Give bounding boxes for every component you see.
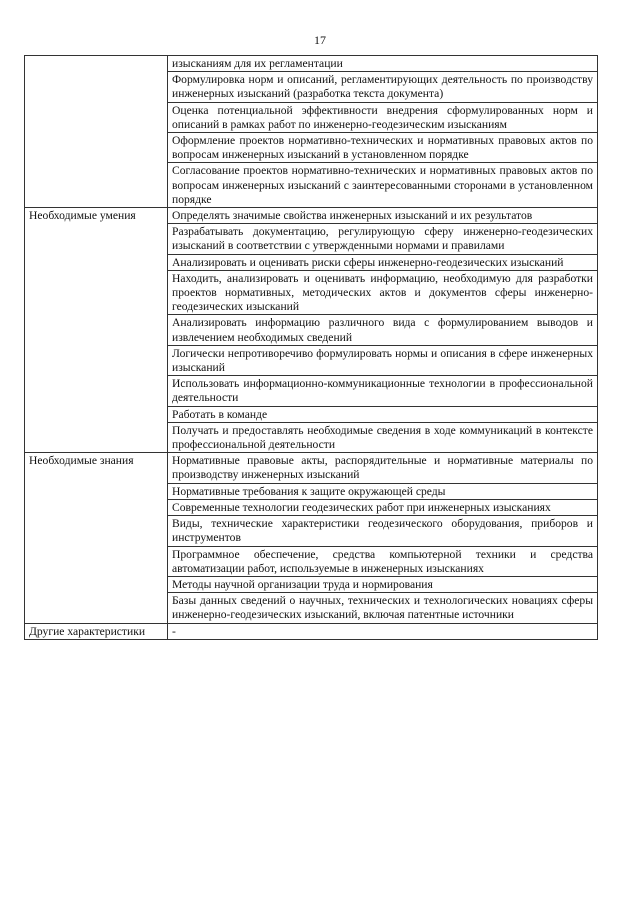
section-other-value: -: [168, 623, 598, 639]
section-tasks-item: Оформление проектов нормативно-технических и нормативных правовых актов по вопросам инженерных изысканий в установленном порядке: [168, 133, 598, 163]
section-knowledge-item: Методы научной организации труда и нормирования: [168, 576, 598, 592]
section-other-label: Другие характеристики: [25, 623, 168, 639]
section-knowledge-label: Необходимые знания: [25, 453, 168, 623]
table-row: [25, 623, 598, 639]
section-knowledge-item: Нормативные требования к защите окружающей среды: [168, 483, 598, 499]
table-body: [25, 56, 598, 640]
section-tasks-item: Формулировка норм и описаний, регламентирующих деятельность по производству инженерных изысканий (разработка текста документа): [168, 72, 598, 102]
table-row: [25, 56, 598, 72]
section-skills-item: Находить, анализировать и оценивать информацию, необходимую для разработки проектов нормативных, методических актов и документов сферы инженерно-геодезических изысканий: [168, 270, 598, 315]
section-tasks-item: Оценка потенциальной эффективности внедрения сформулированных норм и описаний в рамках работ по инженерно-геодезическим изысканиям: [168, 102, 598, 132]
section-knowledge-item: Программное обеспечение, средства компьютерной техники и средства автоматизации работ, используемые в инженерных изысканиях: [168, 546, 598, 576]
section-skills-label: Необходимые умения: [25, 208, 168, 453]
table-row: [25, 208, 598, 224]
qualification-table: [24, 55, 598, 640]
section-skills-item: Анализировать информацию различного вида с формулированием выводов и извлечением необходимых сведений: [168, 315, 598, 345]
section-skills-item: Логически непротиворечиво формулировать нормы и описания в сфере инженерных изысканий: [168, 345, 598, 375]
section-knowledge-item: Базы данных сведений о научных, технических и технологических новациях сферы инженерно-геодезических изысканий, включая патентные источники: [168, 593, 598, 623]
section-knowledge-item: Современные технологии геодезических работ при инженерных изысканиях: [168, 499, 598, 515]
section-skills-item: Работать в команде: [168, 406, 598, 422]
section-skills-item: Использовать информационно-коммуникационные технологии в профессиональной деятельности: [168, 376, 598, 406]
section-tasks-item: изысканиям для их регламентации: [168, 56, 598, 72]
section-skills-item: Получать и предоставлять необходимые сведения в ходе коммуникаций в контексте профессиональной деятельности: [168, 422, 598, 452]
section-knowledge-item: Нормативные правовые акты, распорядительные и нормативные материалы по производству инженерных изысканий: [168, 453, 598, 483]
section-tasks-label: [25, 56, 168, 208]
table-row: [25, 453, 598, 483]
section-tasks-item: Согласование проектов нормативно-технических и нормативных правовых актов по вопросам инженерных изысканий с заинтересованными сторонами в установленном порядке: [168, 163, 598, 208]
page-number: 17: [314, 33, 326, 47]
section-knowledge-item: Виды, технические характеристики геодезического оборудования, приборов и инструментов: [168, 516, 598, 546]
section-skills-item: Анализировать и оценивать риски сферы инженерно-геодезических изысканий: [168, 254, 598, 270]
section-skills-item: Разрабатывать документацию, регулирующую сферу инженерно-геодезических изысканий в соответствии с утвержденными нормами и правилами: [168, 224, 598, 254]
section-skills-item: Определять значимые свойства инженерных изысканий и их результатов: [168, 208, 598, 224]
